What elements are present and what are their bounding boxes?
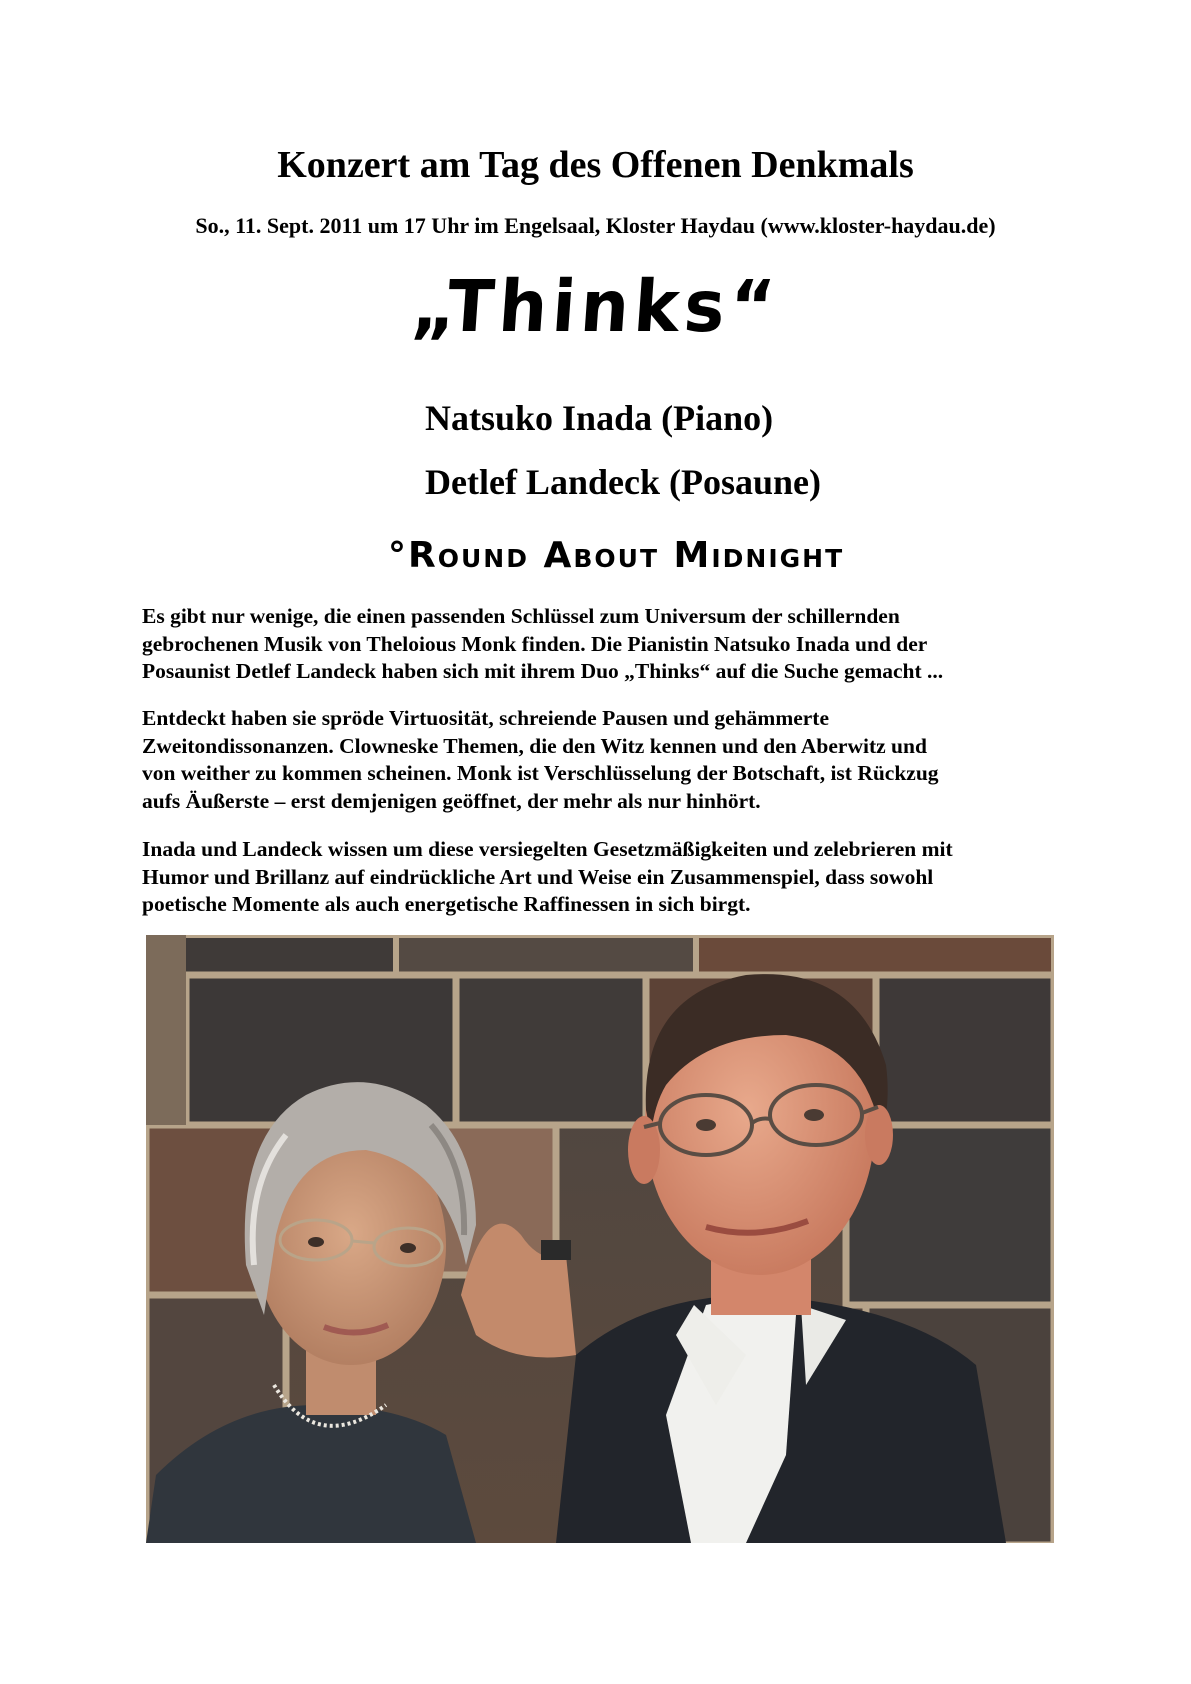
page-title: Konzert am Tag des Offenen Denkmals xyxy=(277,144,914,186)
description-paragraph-3 xyxy=(142,836,1062,919)
paragraph-line: Zweitondissonanzen. Clowneske Themen, die den Witz kennen und den Aberwitz und xyxy=(142,733,927,758)
paragraph-line: Posaunist Detlef Landeck haben sich mit ihrem Duo „Thinks“ auf die Suche gemacht ... xyxy=(142,659,944,683)
program-title: °Round About Midnight xyxy=(388,535,845,576)
paragraph-line: poetische Momente als auch energetische Raffinessen in sich birgt. xyxy=(142,892,751,916)
musicians-photo xyxy=(146,935,1054,1543)
description-paragraph-2 xyxy=(142,705,1062,815)
musician-trombone: Detlef Landeck (Posaune) xyxy=(425,462,821,502)
paragraph-line: Humor und Brillanz auf eindrückliche Art und Weise ein Zusammenspiel, dass sowohl xyxy=(142,864,934,889)
paragraph-line: von weither zu kommen scheinen. Monk ist Verschlüsselung der Botschaft, ist Rückzug xyxy=(142,761,939,785)
musicians-photo-illustration xyxy=(146,935,1054,1543)
paragraph-line: Inada und Landeck wissen um diese versiegelten Gesetzmäßigkeiten und zelebrieren mit xyxy=(142,837,953,861)
paragraph-line: aufs Äußerste – erst demjenigen geöffnet, der mehr als nur hinhört. xyxy=(142,788,761,813)
band-name: „Thinks“ xyxy=(408,266,783,349)
paragraph-line: Es gibt nur wenige, die einen passenden Schlüssel zum Universum der schillernden xyxy=(142,604,900,628)
event-info: So., 11. Sept. 2011 um 17 Uhr im Engelsaal, Kloster Haydau (www.kloster-haydau.de) xyxy=(195,213,996,238)
paragraph-line: gebrochenen Musik von Theloious Monk finden. Die Pianistin Natsuko Inada und der xyxy=(142,631,928,656)
musician-piano: Natsuko Inada (Piano) xyxy=(425,398,774,438)
paragraph-line: Entdeckt haben sie spröde Virtuosität, schreiende Pausen und gehämmerte xyxy=(142,706,830,730)
description-paragraph-1 xyxy=(142,603,1062,686)
